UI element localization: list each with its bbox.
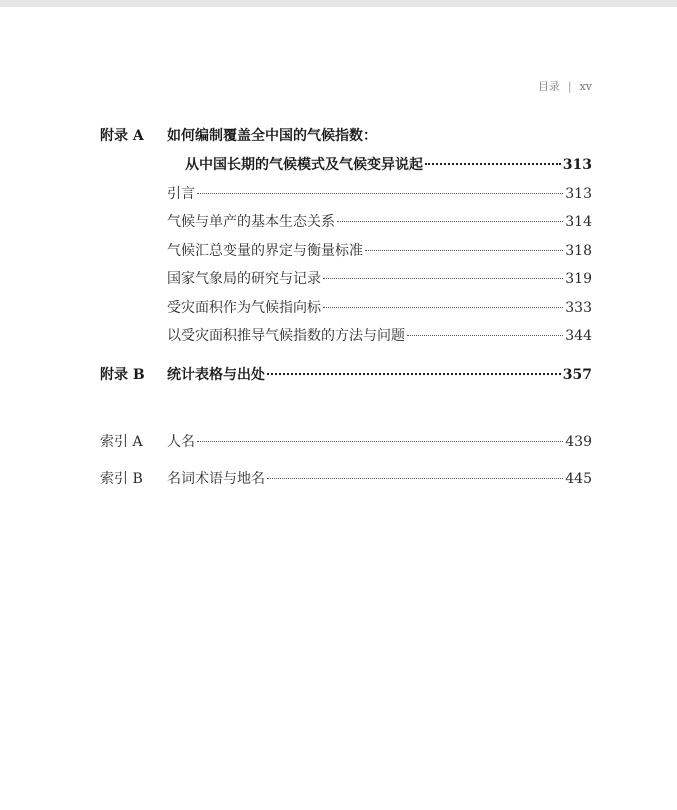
toc-entry-page: 344 <box>565 328 592 344</box>
toc-entry[interactable] <box>0 325 677 347</box>
appendix-b-page: 357 <box>562 367 592 383</box>
index-a-label: 索引 A <box>100 434 143 450</box>
appendix-a-title-line2: 从中国长期的气候模式及气候变异说起 <box>185 157 423 173</box>
appendix-a-title-line1: 如何编制覆盖全中国的气候指数： <box>167 128 377 144</box>
appendix-a-page: 313 <box>562 157 592 173</box>
toc-index-a[interactable] <box>0 431 677 453</box>
index-b-page: 445 <box>565 471 592 487</box>
toc-appendix-a-subtitle[interactable] <box>0 154 677 176</box>
index-b-title: 名词术语与地名 <box>167 471 265 487</box>
index-a-title: 人名 <box>167 434 195 450</box>
toc-entry-title: 气候与单产的基本生态关系 <box>167 214 335 230</box>
toc-entry-title: 受灾面积作为气候指向标 <box>167 300 321 316</box>
running-head-page: xv <box>579 80 592 93</box>
dot-leader <box>323 278 563 279</box>
running-head-section: 目录 <box>537 80 560 93</box>
dot-leader <box>267 478 563 479</box>
toc-entry[interactable] <box>0 211 677 233</box>
dot-leader <box>197 441 563 442</box>
toc-entry-page: 319 <box>565 271 592 287</box>
dot-leader <box>337 221 563 222</box>
toc-entry-title: 引言 <box>167 186 195 202</box>
dot-leader <box>197 193 563 194</box>
dot-leader <box>323 307 563 308</box>
toc-entry-page: 314 <box>565 214 592 230</box>
appendix-b-title: 统计表格与出处 <box>167 367 265 383</box>
appendix-a-label: 附录 A <box>100 128 144 144</box>
running-head <box>538 78 592 94</box>
index-b-label: 索引 B <box>100 471 143 487</box>
dot-leader <box>365 250 563 251</box>
toc-entry[interactable] <box>0 183 677 205</box>
dot-leader <box>267 373 561 375</box>
toc-entry[interactable] <box>0 268 677 290</box>
dot-leader <box>425 163 561 165</box>
toc-appendix-b[interactable] <box>0 364 677 386</box>
toc-index-b[interactable] <box>0 468 677 490</box>
toc-entry[interactable] <box>0 240 677 262</box>
toc-entry-page: 313 <box>565 186 592 202</box>
running-head-separator: | <box>567 80 572 93</box>
index-a-page: 439 <box>565 434 592 450</box>
dot-leader <box>407 335 563 336</box>
toc-entry-title: 以受灾面积推导气候指数的方法与问题 <box>167 328 405 344</box>
appendix-b-label: 附录 B <box>100 367 145 383</box>
toc-entry-page: 333 <box>565 300 592 316</box>
toc-entry-page: 318 <box>565 243 592 259</box>
top-bar <box>0 0 677 7</box>
toc-entry-title: 气候汇总变量的界定与衡量标准 <box>167 243 363 259</box>
toc-appendix-a-heading[interactable] <box>0 125 677 147</box>
toc-entry[interactable] <box>0 297 677 319</box>
toc-entry-title: 国家气象局的研究与记录 <box>167 271 321 287</box>
